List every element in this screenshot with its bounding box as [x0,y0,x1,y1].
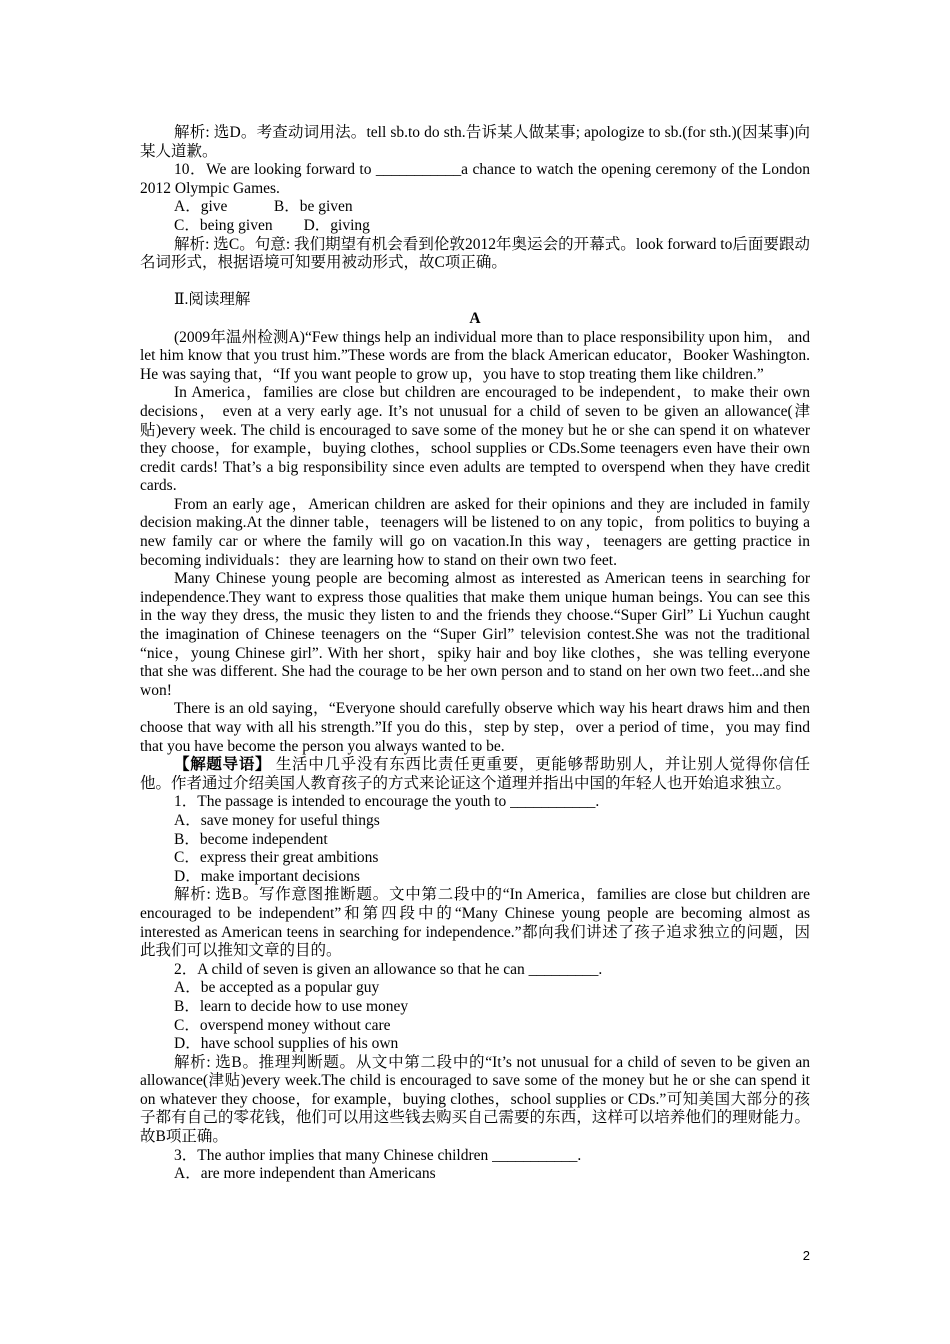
question-2-option-d: D．have school supplies of his own [174,1035,399,1053]
passage-paragraph-4: Many Chinese young people are becoming almost as interested as American teens in searching for independence.They want to express those qualities that make them unique human beings. You can see this in the way they dress, the music they listen to and the friends they choose.“Super Girl” Li Yuchun caught the imagination of Chinese teenagers on the “Super Girl” television contest.She was not the traditional “nice，young Chinese girl”. With her short，spiky hair and boy like clothes，she was telling everyone that she was different. She had the courage to be her own person and to stand on her own two feet...and she won! [140,570,810,699]
q10-options-row2: C．being given D．giving [174,216,370,234]
question-3-option-a: A．are more independent than Americans [174,1165,436,1183]
solution-guide-text: 生活中几乎没有东西比责任更重要，更能够帮助别人，并让别人觉得你信任他。作者通过介绍美国人教育孩子的方式来论证这个道理并指出中国的年轻人也开始追求独立。 [140,756,810,792]
question-1-option-d: D．make important decisions [174,867,360,885]
question-2-option-b: B．learn to decide how to use money [174,997,409,1015]
question-2-option-c: C．overspend money without care [174,1016,391,1034]
question-1-stem: 1．The passage is intended to encourage the youth to ___________. [174,793,600,811]
question-2-analysis: 解析: 选B。推理判断题。从文中第二段中的“It’s not unusual for a child of seven to be given an allowance(津贴)every week.The child is encouraged to save some of the money but he or she can spend it on whatever they choose，for example，buying clothes，school supplies or CDs.”可知美国大部分的孩子都有自己的零花钱，他们可以用这些钱去购买自己需要的东西，这样可以培养他们的理财能力。故B项正确。 [140,1053,810,1146]
passage-label: A [469,309,481,327]
question-1-option-c: C．express their great ambitions [174,849,379,867]
q9-analysis: 解析: 选D。考查动词用法。tell sb.to do sth.告诉某人做某事; apologize to sb.(for sth.)(因某事)向某人道歉。 [140,124,810,160]
question-1-analysis: 解析: 选B。写作意图推断题。文中第二段中的“In America，families are close but children are encouraged to be independent”和第四段中的“Many Chinese young people are becoming almost as interested as American teens in searching for independence.”都向我们讲述了孩子追求独立的问题，因此我们可以推知文章的目的。 [140,886,810,960]
solution-guide-label: 【解题导语】 [174,756,272,774]
section-title: Ⅱ.阅读理解 [174,291,251,309]
question-1-option-a: A．save money for useful things [174,811,380,829]
question-2-stem: 2．A child of seven is given an allowance so that he can _________. [174,960,603,978]
solution-guide [140,756,810,793]
question-3-stem: 3．The author implies that many Chinese children ___________. [174,1146,582,1164]
question-1-option-b: B．become independent [174,830,328,848]
page-content [140,124,810,1184]
passage-paragraph-1: (2009年温州检测A)“Few things help an individual more than to place responsibility upon him， and let him know that you trust him.”These words are from the black American educator，Booker Washington. He was saying that，“If you want people to grow up，you have to stop treating them like children.” [140,328,810,383]
spacer [140,273,810,292]
q10-options-row1: A．give B．be given [174,198,353,216]
passage-paragraph-5: There is an old saying，“Everyone should carefully observe which way his heart draws him and then choose that way with all his strength.”If you do this，step by step，over a period of time，you may find that you have become the person you always wanted to be. [140,700,810,755]
page-number: 2 [802,1248,810,1263]
passage-paragraph-3: From an early age，American children are asked for their opinions and they are included in family decision making.At the dinner table，teenagers will be listened to on any topic，from politics to buying a new family car or where the family will go on vacation.In this way，teenagers are getting practice in becoming individuals：they are learning how to stand on their own two feet. [140,495,810,569]
q10-stem: 10．We are looking forward to ___________a chance to watch the opening ceremony of the London 2012 Olympic Games. [140,161,810,197]
q10-analysis: 解析: 选C。句意: 我们期望有机会看到伦敦2012年奥运会的开幕式。look forward to后面要跟动名词形式，根据语境可知要用被动形式，故C项正确。 [140,235,810,272]
question-2-option-a: A．be accepted as a popular guy [174,979,380,997]
passage-paragraph-2: In America，families are close but children are encouraged to be independent，to make their own decisions， even at a very early age. It’s not unusual for a child of seven to be given an allowance(津贴)every week. The child is encouraged to save some of the money but he or she can spend it on whatever they choose，for example，buying clothes，school supplies or CDs.Some teenagers even have their own credit cards! That’s a big responsibility since even adults are tempted to overspend when they have credit cards. [140,384,810,495]
